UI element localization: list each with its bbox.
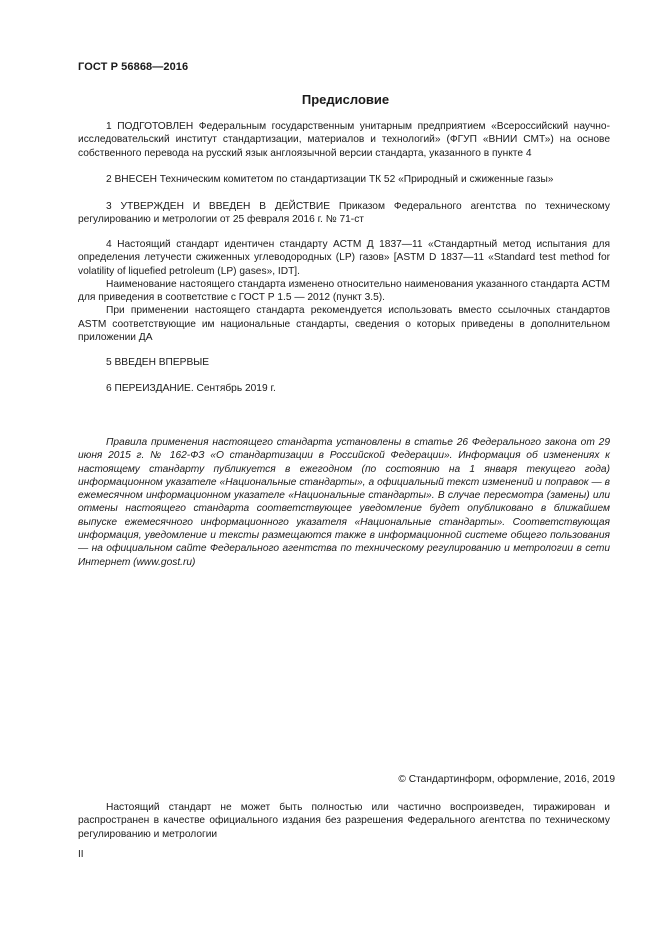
paragraph-first-introduced: 5 ВВЕДЕН ВПЕРВЫЕ xyxy=(106,357,210,368)
foreword-item-6 xyxy=(78,382,610,395)
paragraph-references: При применении настоящего стандарта рекомендуется использовать вместо ссылочных стандартов ASTM соответствующие им национальные стандарты, сведения о которых приведены в дополнительном приложении ДА xyxy=(78,305,610,344)
paragraph-reissue: 6 ПЕРЕИЗДАНИЕ. Сентябрь 2019 г. xyxy=(106,383,276,394)
reproduction-notice: Настоящий стандарт не может быть полностью или частично воспроизведен, тиражирован и распространен в качестве официального издания без разрешения Федерального агентства по техническому регулированию и метрологии xyxy=(78,802,610,840)
foreword-item-5 xyxy=(78,356,610,369)
page-number: II xyxy=(78,849,84,860)
paragraph-approved: 3 УТВЕРЖДЕН И ВВЕДЕН В ДЕЙСТВИЕ Приказом Федерального агентства по техническому регулированию и метрологии от 25 февраля 2016 г. № 71-ст xyxy=(78,201,610,226)
rules-notice: Правила применения настоящего стандарта установлены в статье 26 Федерального закона от 29 июня 2015 г. № 162-ФЗ «О стандартизации в Российской Федерации». Информация об изменениях к настоящему стандарту публикуется в ежегодном (по состоянию на 1 января текущего года) информационном указателе «Национальные стандарты», а официальный текст изменений и поправок — в ежемесячном информационном указателе «Национальные стандарты». В случае пересмотра (замены) или отмены настоящего стандарта соответствующее уведомление будет опубликовано в ближайшем выпуске ежемесячного информационного указателя «Национальные стандарты». Соответствующая информация, уведомление и тексты размещаются также в информационной системе общего пользования — на официальном сайте Федерального агентства по техническому регулированию и метрологии в сети Интернет (www.gost.ru) xyxy=(78,437,610,568)
foreword-item-2 xyxy=(78,173,610,186)
foreword-item-1 xyxy=(78,120,610,160)
paragraph-name-changed: Наименование настоящего стандарта изменено относительно наименования указанного стандарта АСТМ для приведения в соответствие с ГОСТ Р 1.5 — 2012 (пункт 3.5). xyxy=(78,278,610,304)
paragraph-identical: 4 Настоящий стандарт идентичен стандарту АСТМ Д 1837—11 «Стандартный метод испытания для определения летучести сжиженных углеводородных (LP) газов» [ASTM D 1837—11 «Standard test method for volatility of liquefied petroleum (LP) gases», IDT]. xyxy=(78,239,610,277)
paragraph-introduced: 2 ВНЕСЕН Техническим комитетом по стандартизации ТК 52 «Природный и сжиженные газы» xyxy=(106,174,554,185)
document-code-header: ГОСТ Р 56868—2016 xyxy=(78,61,189,73)
page-title: Предисловие xyxy=(301,92,390,107)
paragraph-prepared: 1 ПОДГОТОВЛЕН Федеральным государственным унитарным предприятием «Всероссийский научно-исследовательский институт стандартизации, материалов и технологий» (ФГУП «ВНИИ СМТ») на основе собственного перевода на русский язык англоязычной версии стандарта, указанного в пункте 4 xyxy=(78,121,610,159)
foreword-item-4 xyxy=(78,238,610,344)
foreword-item-3 xyxy=(78,200,610,227)
copyright-line: © Стандартинформ, оформление, 2016, 2019 xyxy=(398,774,615,785)
